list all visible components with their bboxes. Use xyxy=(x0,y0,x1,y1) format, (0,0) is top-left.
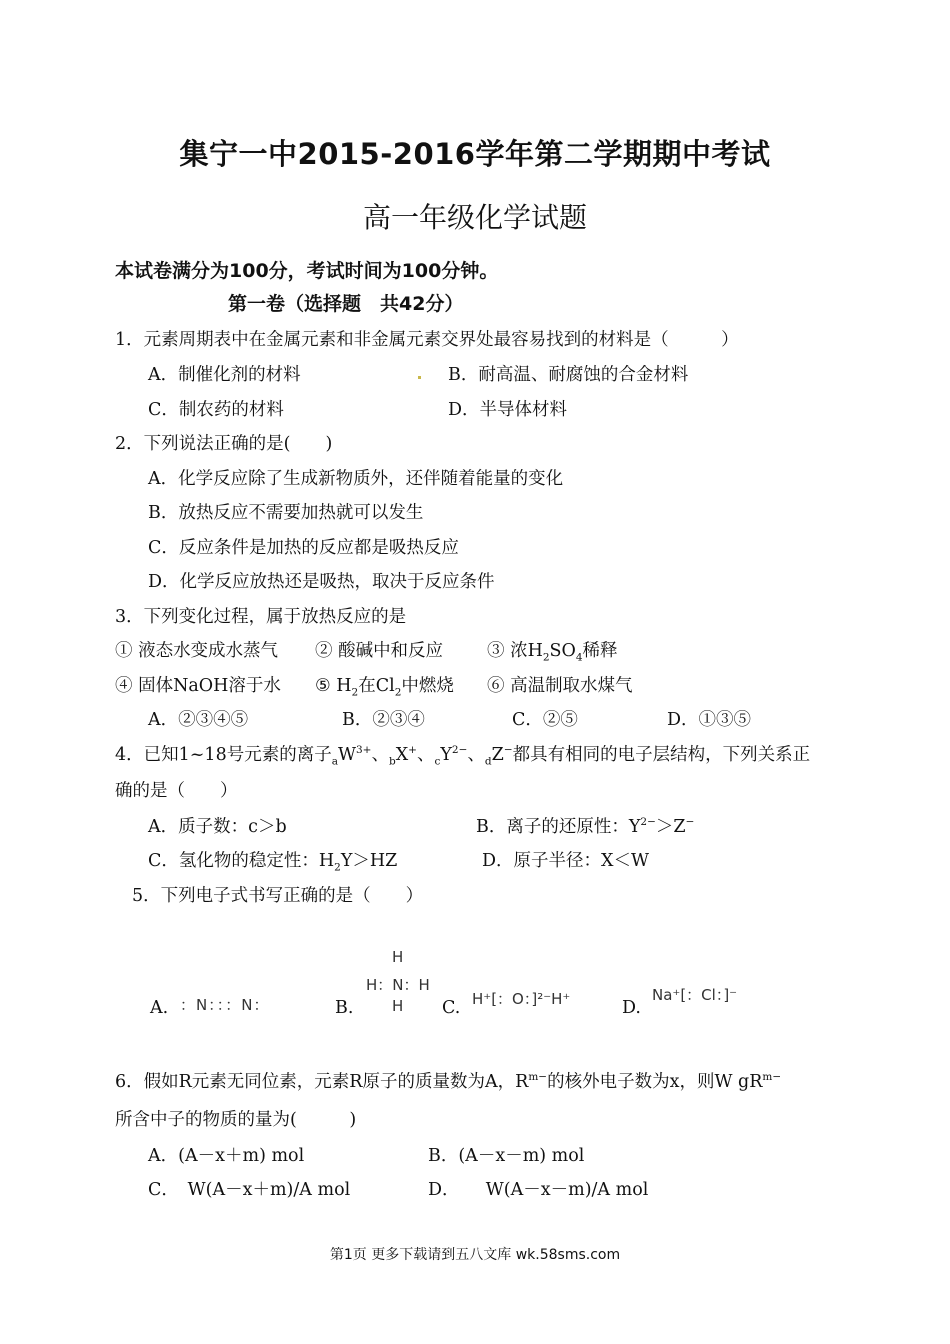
q1-option-c: C．制农药的材料 xyxy=(148,400,284,420)
q6-option-b: B．(A－x－m) mol xyxy=(428,1146,585,1166)
q2-option-c: C．反应条件是加热的反应都是吸热反应 xyxy=(148,538,459,558)
lewis-structure-nh3-top: H xyxy=(392,948,404,966)
q4-option-a: A．质子数：c＞b xyxy=(148,817,287,837)
q2-option-a: A．化学反应除了生成新物质外，还伴随着能量的变化 xyxy=(148,469,564,489)
exam-title: 集宁一中2015-2016学年第二学期期中考试 xyxy=(179,137,771,171)
q4-option-d: D．原子半径：X＜W xyxy=(482,851,649,871)
q2-option-d: D．化学反应放热还是吸热，取决于反应条件 xyxy=(148,572,495,592)
page-footer: 第1页 更多下载请到五八文库 wk.58sms.com xyxy=(329,1247,621,1263)
q3-option-c: C．②⑤ xyxy=(512,710,578,730)
lewis-structure-n2: ：N：：：N： xyxy=(180,996,270,1014)
q3-item-1: ① 液态水变成水蒸气 xyxy=(115,641,279,661)
lewis-structure-nh3-bot: H xyxy=(392,997,404,1015)
q6-option-c: C． W(A－x＋m)/A mol xyxy=(148,1180,351,1200)
q1-stem: 1．元素周期表中在金属元素和非金属元素交界处最容易找到的材料是（ ） xyxy=(115,330,739,350)
q1-option-d: D．半导体材料 xyxy=(448,400,568,420)
q3-option-d: D．①③⑤ xyxy=(667,710,752,730)
q5-option-d: D. xyxy=(622,998,641,1018)
q3-option-a: A．②③④⑤ xyxy=(148,710,249,730)
q2-option-b: B．放热反应不需要加热就可以发生 xyxy=(148,503,424,523)
q2-stem: 2．下列说法正确的是( ) xyxy=(115,434,333,454)
q6-option-d: D． W(A－x－m)/A mol xyxy=(428,1180,649,1200)
q6-stem-cont: 所含中子的物质的量为( ) xyxy=(115,1110,357,1130)
lewis-structure-nacl: Na⁺[：Cl：]⁻ xyxy=(652,986,738,1004)
q4-option-b: B．离子的还原性：$Y^{2-}>Z^-$ xyxy=(476,816,695,837)
scan-speck xyxy=(418,376,421,379)
q3-item-5: ⑤ $H_2$在$Cl_2$中燃烧 xyxy=(315,676,454,699)
lewis-structure-nh3-mid: H：N：H xyxy=(366,976,430,994)
q4-stem-cont: 确的是（ ） xyxy=(115,781,238,801)
q6-stem: 6．假如R元素无同位素，元素R原子的质量数为A，$R^{m-}$的核外电子数为x，则W $gR^{m-}$ xyxy=(115,1071,782,1092)
q3-item-6: ⑥ 高温制取水煤气 xyxy=(487,676,633,696)
q5-option-b: B. xyxy=(335,998,354,1018)
q5-stem: 5．下列电子式书写正确的是（ ） xyxy=(132,886,424,906)
q3-stem: 3．下列变化过程，属于放热反应的是 xyxy=(115,607,407,627)
q5-option-a: A. xyxy=(150,998,169,1018)
exam-subtitle: 高一年级化学试题 xyxy=(362,201,587,234)
exam-intro: 本试卷满分为100分，考试时间为100分钟。 xyxy=(115,260,499,282)
q3-item-3: ③ 浓$H_2SO_4$稀释 xyxy=(487,641,618,664)
lewis-structure-h2o: H⁺[：O：]²⁻H⁺ xyxy=(472,990,571,1008)
q4-option-c: C．氢化物的稳定性：$H_2Y>HZ$ xyxy=(148,851,398,874)
section-heading: 第一卷（选择题 共42分） xyxy=(228,293,464,315)
q4-stem: 4．已知1~18号元素的离子$_aW^{3+}$、$_b$X+、$_cY^{2-}$、$_d$Z−都具有相同的电子层结构，下列关系正 xyxy=(115,744,811,768)
q1-option-a: A．制催化剂的材料 xyxy=(148,365,301,385)
q3-item-2: ② 酸碱中和反应 xyxy=(315,641,444,661)
q3-option-b: B．②③④ xyxy=(342,710,425,730)
q3-item-4: ④ 固体NaOH溶于水 xyxy=(115,676,281,696)
q1-option-b: B．耐高温、耐腐蚀的合金材料 xyxy=(448,365,689,385)
q5-option-c: C. xyxy=(442,998,461,1018)
q6-option-a: A．(A－x＋m) mol xyxy=(148,1146,305,1166)
